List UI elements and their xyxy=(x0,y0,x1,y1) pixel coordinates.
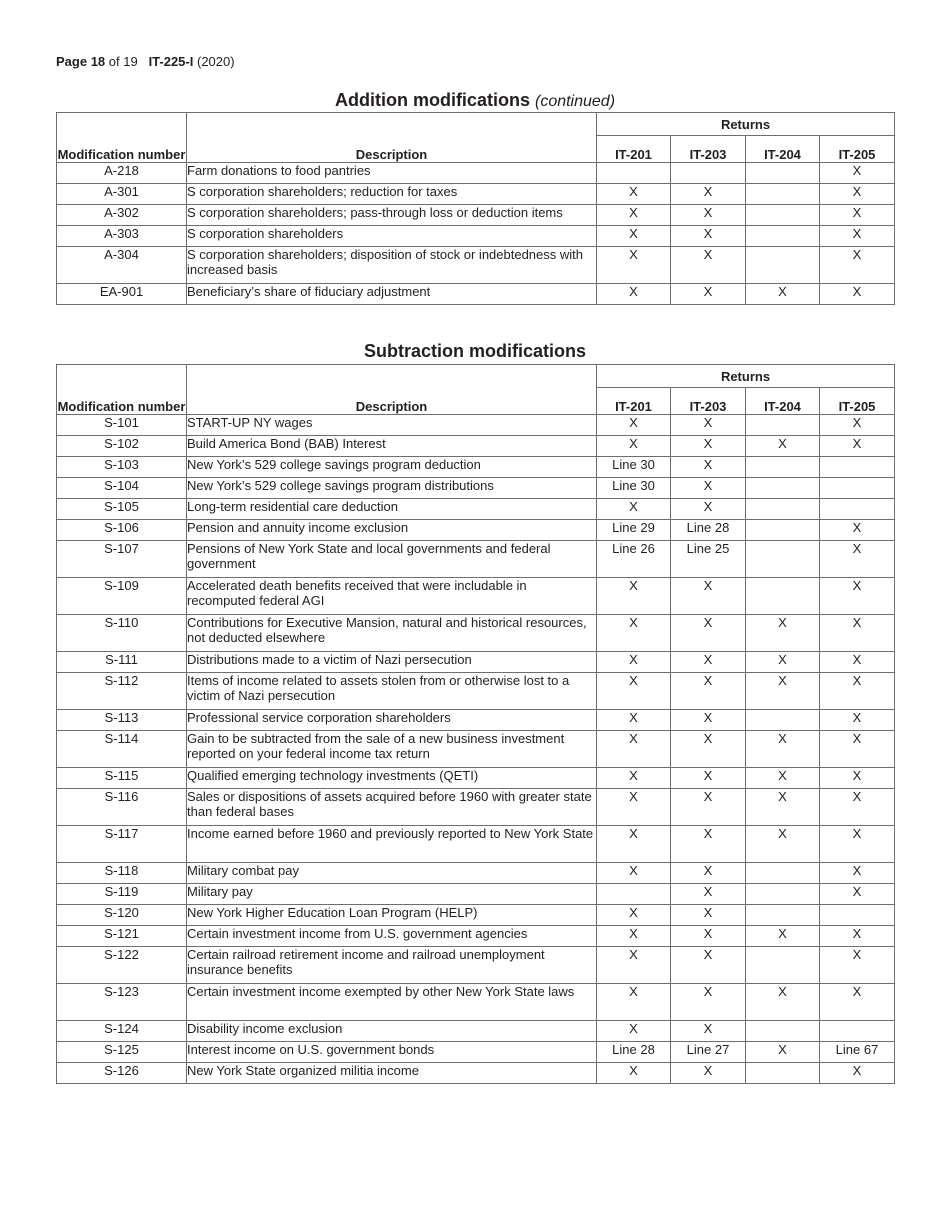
addition-table xyxy=(56,112,895,305)
description-cell: Contributions for Executive Mansion, natural and historical resources, not deducted elsewhere xyxy=(187,615,597,652)
it203-cell: X xyxy=(671,247,746,284)
modification-number-cell: S-113 xyxy=(57,710,187,731)
it204-cell xyxy=(746,884,820,905)
description-header: Description xyxy=(187,365,597,415)
description-cell: Sales or dispositions of assets acquired before 1960 with greater state than federal bases xyxy=(187,789,597,826)
it205-cell: X xyxy=(820,789,895,826)
it203-cell: X xyxy=(671,947,746,984)
returns-header: Returns xyxy=(597,365,895,388)
table-row xyxy=(57,1063,895,1084)
it204-cell xyxy=(746,1021,820,1042)
it205-cell: X xyxy=(820,184,895,205)
it205-cell: X xyxy=(820,520,895,541)
it203-cell: X xyxy=(671,652,746,673)
it203-cell: X xyxy=(671,205,746,226)
it205-cell: Line 67 xyxy=(820,1042,895,1063)
it203-cell: X xyxy=(671,863,746,884)
description-cell: S corporation shareholders; disposition of stock or indebtedness with increased basis xyxy=(187,247,597,284)
it204-cell xyxy=(746,415,820,436)
page-label: Page xyxy=(56,54,88,69)
description-cell: New York State organized militia income xyxy=(187,1063,597,1084)
it201-header: IT-201 xyxy=(597,388,671,415)
it203-cell: X xyxy=(671,768,746,789)
description-cell: S corporation shareholders xyxy=(187,226,597,247)
table-row xyxy=(57,673,895,710)
page-header xyxy=(56,54,235,69)
description-cell: Farm donations to food pantries xyxy=(187,163,597,184)
modification-number-cell: S-114 xyxy=(57,731,187,768)
table-row xyxy=(57,457,895,478)
it204-cell xyxy=(746,499,820,520)
it203-cell: X xyxy=(671,884,746,905)
it205-header: IT-205 xyxy=(820,388,895,415)
form-number: IT-225-I xyxy=(148,54,194,69)
it201-cell: X xyxy=(597,789,671,826)
it204-cell: X xyxy=(746,673,820,710)
table-row xyxy=(57,436,895,457)
subtraction-title xyxy=(0,341,950,362)
description-cell: Items of income related to assets stolen from or otherwise lost to a victim of Nazi persecution xyxy=(187,673,597,710)
modification-number-cell: A-303 xyxy=(57,226,187,247)
it205-cell: X xyxy=(820,826,895,863)
modification-number-cell: S-103 xyxy=(57,457,187,478)
it205-cell: X xyxy=(820,226,895,247)
it203-cell: X xyxy=(671,499,746,520)
table-row xyxy=(57,1042,895,1063)
modnum-header: Modification number xyxy=(57,365,187,415)
it203-cell: X xyxy=(671,673,746,710)
it201-cell: X xyxy=(597,826,671,863)
it203-cell xyxy=(671,163,746,184)
it201-cell: X xyxy=(597,673,671,710)
it204-cell: X xyxy=(746,826,820,863)
it203-cell: Line 25 xyxy=(671,541,746,578)
modification-number-cell: S-120 xyxy=(57,905,187,926)
description-cell: S corporation shareholders; reduction for taxes xyxy=(187,184,597,205)
description-cell: Distributions made to a victim of Nazi persecution xyxy=(187,652,597,673)
description-cell: Disability income exclusion xyxy=(187,1021,597,1042)
it205-cell: X xyxy=(820,673,895,710)
subtraction-table xyxy=(56,364,895,1084)
modification-number-cell: EA-901 xyxy=(57,284,187,305)
it203-cell: X xyxy=(671,710,746,731)
it204-cell: X xyxy=(746,615,820,652)
it204-cell xyxy=(746,247,820,284)
modification-number-cell: S-122 xyxy=(57,947,187,984)
modification-number-cell: S-119 xyxy=(57,884,187,905)
it204-cell: X xyxy=(746,789,820,826)
modification-number-cell: S-110 xyxy=(57,615,187,652)
description-cell: Professional service corporation shareholders xyxy=(187,710,597,731)
it204-cell: X xyxy=(746,768,820,789)
table-row xyxy=(57,226,895,247)
table-row xyxy=(57,789,895,826)
page-number: 18 xyxy=(90,54,106,69)
it201-cell: X xyxy=(597,578,671,615)
it204-cell: X xyxy=(746,284,820,305)
it205-cell: X xyxy=(820,768,895,789)
it204-cell: X xyxy=(746,436,820,457)
it201-cell: Line 30 xyxy=(597,457,671,478)
modification-number-cell: S-109 xyxy=(57,578,187,615)
it205-cell xyxy=(820,1021,895,1042)
it205-header: IT-205 xyxy=(820,136,895,163)
it204-header: IT-204 xyxy=(746,388,820,415)
it205-cell xyxy=(820,905,895,926)
modification-number-cell: S-124 xyxy=(57,1021,187,1042)
it201-cell: Line 29 xyxy=(597,520,671,541)
table-row xyxy=(57,205,895,226)
it204-cell xyxy=(746,905,820,926)
it201-cell: X xyxy=(597,926,671,947)
description-cell: Pension and annuity income exclusion xyxy=(187,520,597,541)
it201-cell: X xyxy=(597,947,671,984)
it203-cell: Line 27 xyxy=(671,1042,746,1063)
description-cell: Gain to be subtracted from the sale of a new business investment reported on your federal income tax return xyxy=(187,731,597,768)
it205-cell xyxy=(820,478,895,499)
description-cell: Pensions of New York State and local governments and federal government xyxy=(187,541,597,578)
it201-cell: X xyxy=(597,710,671,731)
it203-cell: X xyxy=(671,578,746,615)
it204-cell: X xyxy=(746,1042,820,1063)
description-cell: Certain railroad retirement income and railroad unemployment insurance benefits xyxy=(187,947,597,984)
it203-cell: X xyxy=(671,1021,746,1042)
modification-number-cell: S-102 xyxy=(57,436,187,457)
description-cell: START-UP NY wages xyxy=(187,415,597,436)
table-row xyxy=(57,578,895,615)
it204-cell: X xyxy=(746,652,820,673)
table-row xyxy=(57,905,895,926)
it205-cell: X xyxy=(820,652,895,673)
modification-number-cell: S-111 xyxy=(57,652,187,673)
it205-cell: X xyxy=(820,247,895,284)
it203-cell: X xyxy=(671,984,746,1021)
table-row xyxy=(57,499,895,520)
table-row xyxy=(57,710,895,731)
modnum-header: Modification number xyxy=(57,113,187,163)
it201-cell: X xyxy=(597,731,671,768)
it201-cell: X xyxy=(597,615,671,652)
it205-cell: X xyxy=(820,884,895,905)
it201-cell: X xyxy=(597,984,671,1021)
it204-cell xyxy=(746,520,820,541)
it203-cell: X xyxy=(671,415,746,436)
it203-cell: X xyxy=(671,457,746,478)
it205-cell xyxy=(820,499,895,520)
it201-cell: X xyxy=(597,284,671,305)
it201-cell: X xyxy=(597,226,671,247)
returns-header: Returns xyxy=(597,113,895,136)
it204-cell xyxy=(746,863,820,884)
description-cell: Accelerated death benefits received that were includable in recomputed federal AGI xyxy=(187,578,597,615)
addition-title-text: Addition modifications xyxy=(334,90,530,110)
description-cell: Long-term residential care deduction xyxy=(187,499,597,520)
modification-number-cell: S-116 xyxy=(57,789,187,826)
description-cell: Income earned before 1960 and previously reported to New York State xyxy=(187,826,597,863)
it204-cell: X xyxy=(746,731,820,768)
it204-header: IT-204 xyxy=(746,136,820,163)
modification-number-cell: S-125 xyxy=(57,1042,187,1063)
table-row xyxy=(57,926,895,947)
it204-cell: X xyxy=(746,926,820,947)
addition-title-suffix: (continued) xyxy=(534,93,616,110)
it204-cell xyxy=(746,710,820,731)
it201-cell: X xyxy=(597,415,671,436)
table-row xyxy=(57,615,895,652)
table-row xyxy=(57,863,895,884)
it205-cell: X xyxy=(820,578,895,615)
table-row xyxy=(57,247,895,284)
description-cell: New York’s 529 college savings program deduction xyxy=(187,457,597,478)
modification-number-cell: S-107 xyxy=(57,541,187,578)
description-cell: New York’s 529 college savings program distributions xyxy=(187,478,597,499)
it201-cell: Line 28 xyxy=(597,1042,671,1063)
it201-cell xyxy=(597,163,671,184)
it204-cell xyxy=(746,1063,820,1084)
description-cell: Military pay xyxy=(187,884,597,905)
addition-title xyxy=(0,90,950,111)
modification-number-cell: A-218 xyxy=(57,163,187,184)
it203-cell: X xyxy=(671,731,746,768)
it205-cell: X xyxy=(820,947,895,984)
table-row xyxy=(57,478,895,499)
it205-cell: X xyxy=(820,863,895,884)
it203-cell: X xyxy=(671,226,746,247)
modification-number-cell: A-302 xyxy=(57,205,187,226)
description-cell: Military combat pay xyxy=(187,863,597,884)
table-row xyxy=(57,415,895,436)
it203-cell: X xyxy=(671,284,746,305)
it204-cell xyxy=(746,478,820,499)
form-year: (2020) xyxy=(196,54,235,69)
it201-cell: X xyxy=(597,1063,671,1084)
modification-number-cell: S-106 xyxy=(57,520,187,541)
modification-number-cell: S-118 xyxy=(57,863,187,884)
it203-header: IT-203 xyxy=(671,136,746,163)
it205-cell: X xyxy=(820,1063,895,1084)
it201-cell: X xyxy=(597,247,671,284)
it204-cell xyxy=(746,578,820,615)
it205-cell: X xyxy=(820,731,895,768)
description-cell: Certain investment income from U.S. government agencies xyxy=(187,926,597,947)
table-row xyxy=(57,826,895,863)
it203-cell: X xyxy=(671,478,746,499)
it204-cell xyxy=(746,457,820,478)
it204-cell xyxy=(746,184,820,205)
modification-number-cell: S-105 xyxy=(57,499,187,520)
it204-cell xyxy=(746,163,820,184)
it201-cell: Line 30 xyxy=(597,478,671,499)
it205-cell: X xyxy=(820,163,895,184)
it201-cell: X xyxy=(597,184,671,205)
it201-cell: X xyxy=(597,768,671,789)
it205-cell: X xyxy=(820,541,895,578)
modification-number-cell: S-112 xyxy=(57,673,187,710)
modification-number-cell: S-101 xyxy=(57,415,187,436)
description-cell: S corporation shareholders; pass-through loss or deduction items xyxy=(187,205,597,226)
modification-number-cell: S-126 xyxy=(57,1063,187,1084)
table-row xyxy=(57,884,895,905)
table-row xyxy=(57,184,895,205)
page-of: of 19 xyxy=(108,54,138,69)
table-row xyxy=(57,731,895,768)
it205-cell: X xyxy=(820,710,895,731)
modification-number-cell: S-123 xyxy=(57,984,187,1021)
table-row xyxy=(57,163,895,184)
it205-cell: X xyxy=(820,436,895,457)
it201-cell: X xyxy=(597,205,671,226)
description-cell: Build America Bond (BAB) Interest xyxy=(187,436,597,457)
it201-header: IT-201 xyxy=(597,136,671,163)
it204-cell: X xyxy=(746,984,820,1021)
table-row xyxy=(57,520,895,541)
description-cell: Interest income on U.S. government bonds xyxy=(187,1042,597,1063)
it203-cell: X xyxy=(671,436,746,457)
it201-cell: X xyxy=(597,905,671,926)
it203-cell: X xyxy=(671,905,746,926)
it205-cell: X xyxy=(820,415,895,436)
it205-cell: X xyxy=(820,984,895,1021)
subtraction-title-text: Subtraction modifications xyxy=(363,341,586,361)
it205-cell: X xyxy=(820,284,895,305)
it204-cell xyxy=(746,205,820,226)
table-row xyxy=(57,1021,895,1042)
table-row xyxy=(57,947,895,984)
it201-cell: X xyxy=(597,652,671,673)
it203-cell: X xyxy=(671,826,746,863)
it203-cell: X xyxy=(671,926,746,947)
modification-number-cell: S-117 xyxy=(57,826,187,863)
it201-cell: Line 26 xyxy=(597,541,671,578)
description-cell: Qualified emerging technology investments (QETI) xyxy=(187,768,597,789)
it201-cell: X xyxy=(597,499,671,520)
it201-cell: X xyxy=(597,436,671,457)
it201-cell: X xyxy=(597,1021,671,1042)
it204-cell xyxy=(746,541,820,578)
description-cell: Beneficiary’s share of fiduciary adjustment xyxy=(187,284,597,305)
modification-number-cell: A-304 xyxy=(57,247,187,284)
it204-cell xyxy=(746,226,820,247)
it203-cell: X xyxy=(671,184,746,205)
it203-cell: X xyxy=(671,1063,746,1084)
table-row xyxy=(57,541,895,578)
table-row xyxy=(57,768,895,789)
description-cell: New York Higher Education Loan Program (HELP) xyxy=(187,905,597,926)
it204-cell xyxy=(746,947,820,984)
it203-header: IT-203 xyxy=(671,388,746,415)
table-row xyxy=(57,984,895,1021)
table-row xyxy=(57,652,895,673)
it205-cell xyxy=(820,457,895,478)
it201-cell: X xyxy=(597,863,671,884)
it201-cell xyxy=(597,884,671,905)
modification-number-cell: S-115 xyxy=(57,768,187,789)
modification-number-cell: A-301 xyxy=(57,184,187,205)
modification-number-cell: S-104 xyxy=(57,478,187,499)
description-header: Description xyxy=(187,113,597,163)
table-row xyxy=(57,284,895,305)
it203-cell: Line 28 xyxy=(671,520,746,541)
description-cell: Certain investment income exempted by other New York State laws xyxy=(187,984,597,1021)
it205-cell: X xyxy=(820,205,895,226)
it205-cell: X xyxy=(820,926,895,947)
it205-cell: X xyxy=(820,615,895,652)
modification-number-cell: S-121 xyxy=(57,926,187,947)
it203-cell: X xyxy=(671,789,746,826)
it203-cell: X xyxy=(671,615,746,652)
